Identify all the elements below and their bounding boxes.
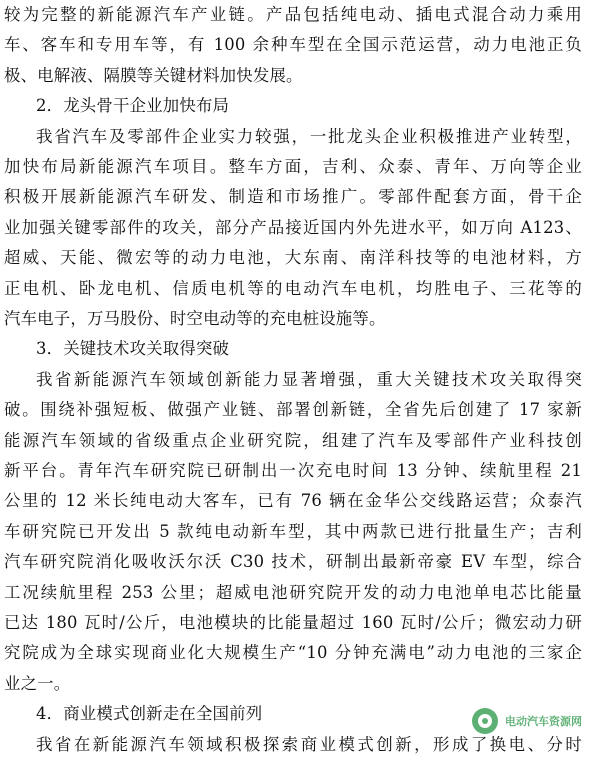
- text-line: 极、电解液、隔膜等关键材料加快发展。: [4, 65, 303, 85]
- text-line: 车研究院已开发出 5 款纯电动新车型，其中两款已进行批量生产；吉利: [4, 521, 582, 541]
- text-line: 新平台。青年汽车研究院已研制出一次充电时间 13 分钟、续航里程 21: [4, 461, 582, 480]
- text-line: 公里的 12 米长纯电动大客车，已有 76 辆在金华公交线路运营；众泰汽: [4, 491, 582, 511]
- section-heading: 2．龙头骨干企业加快布局: [36, 96, 230, 116]
- text-line: 汽车电子，万马股份、时空电动等的充电桩设施等。: [4, 309, 386, 328]
- text-line: 已达 180 瓦时/公斤，电池模块的比能量超过 160 瓦时/公斤；微宏动力研: [4, 613, 582, 632]
- text-line: 业之一。: [4, 673, 71, 693]
- paragraph-first-line: 我省在新能源汽车领域积极探索商业模式创新，形成了换电、分时: [36, 734, 582, 754]
- text-line: 超威、天能、微宏等的动力电池，大东南、南洋科技等的电池材料，方: [4, 248, 582, 268]
- text-line: 能源汽车领域的省级重点企业研究院，组建了汽车及零部件产业科技创: [4, 430, 582, 450]
- paragraph-first-line: 我省汽车及零部件企业实力较强，一批龙头企业积极推进产业转型，: [36, 126, 582, 146]
- text-line: 积极开展新能源汽车研发、制造和市场推广。零部件配套方面，骨干企: [4, 187, 582, 207]
- text-line: 车、客车和专用车等，有 100 余种车型在全国示范运营，动力电池正负: [4, 35, 582, 55]
- section-heading: 4．商业模式创新走在全国前列: [36, 704, 263, 724]
- text-line: 究院成为全球实现商业化大规模生产“10 分钟充满电”动力电池的三家企: [4, 643, 582, 663]
- text-line: 汽车研究院消化吸收沃尔沃 C30 技术，研制出最新帝豪 EV 车型，综合: [4, 552, 582, 572]
- paragraph-first-line: 我省新能源汽车领域创新能力显著增强，重大关键技术攻关取得突: [36, 369, 582, 389]
- watermark-text: 电动汽车资源网: [502, 712, 585, 730]
- text-line: 破。围绕补强短板、做强产业链、部署创新链，全省先后创建了 17 家新: [4, 400, 582, 420]
- text-line: 正电机、卧龙电机、信质电机等的电动汽车电机，均胜电子、三花等的: [4, 278, 582, 298]
- text-line: 加快布局新能源汽车项目。整车方面，吉利、众泰、青年、万向等企业: [4, 157, 582, 176]
- circle-logo-icon: [472, 708, 498, 734]
- section-heading: 3．关键技术攻关取得突破: [36, 339, 230, 359]
- watermark: [472, 708, 585, 734]
- text-line: 业加强关键零部件的攻关，部分产品接近国内外先进水平，如万向 A123、: [4, 217, 582, 237]
- text-line: 较为完整的新能源汽车产业链。产品包括纯电动、插电式混合动力乘用: [4, 5, 582, 24]
- text-line: 工况续航里程 253 公里；超威电池研究院开发的动力电池单电芯比能量: [4, 582, 582, 602]
